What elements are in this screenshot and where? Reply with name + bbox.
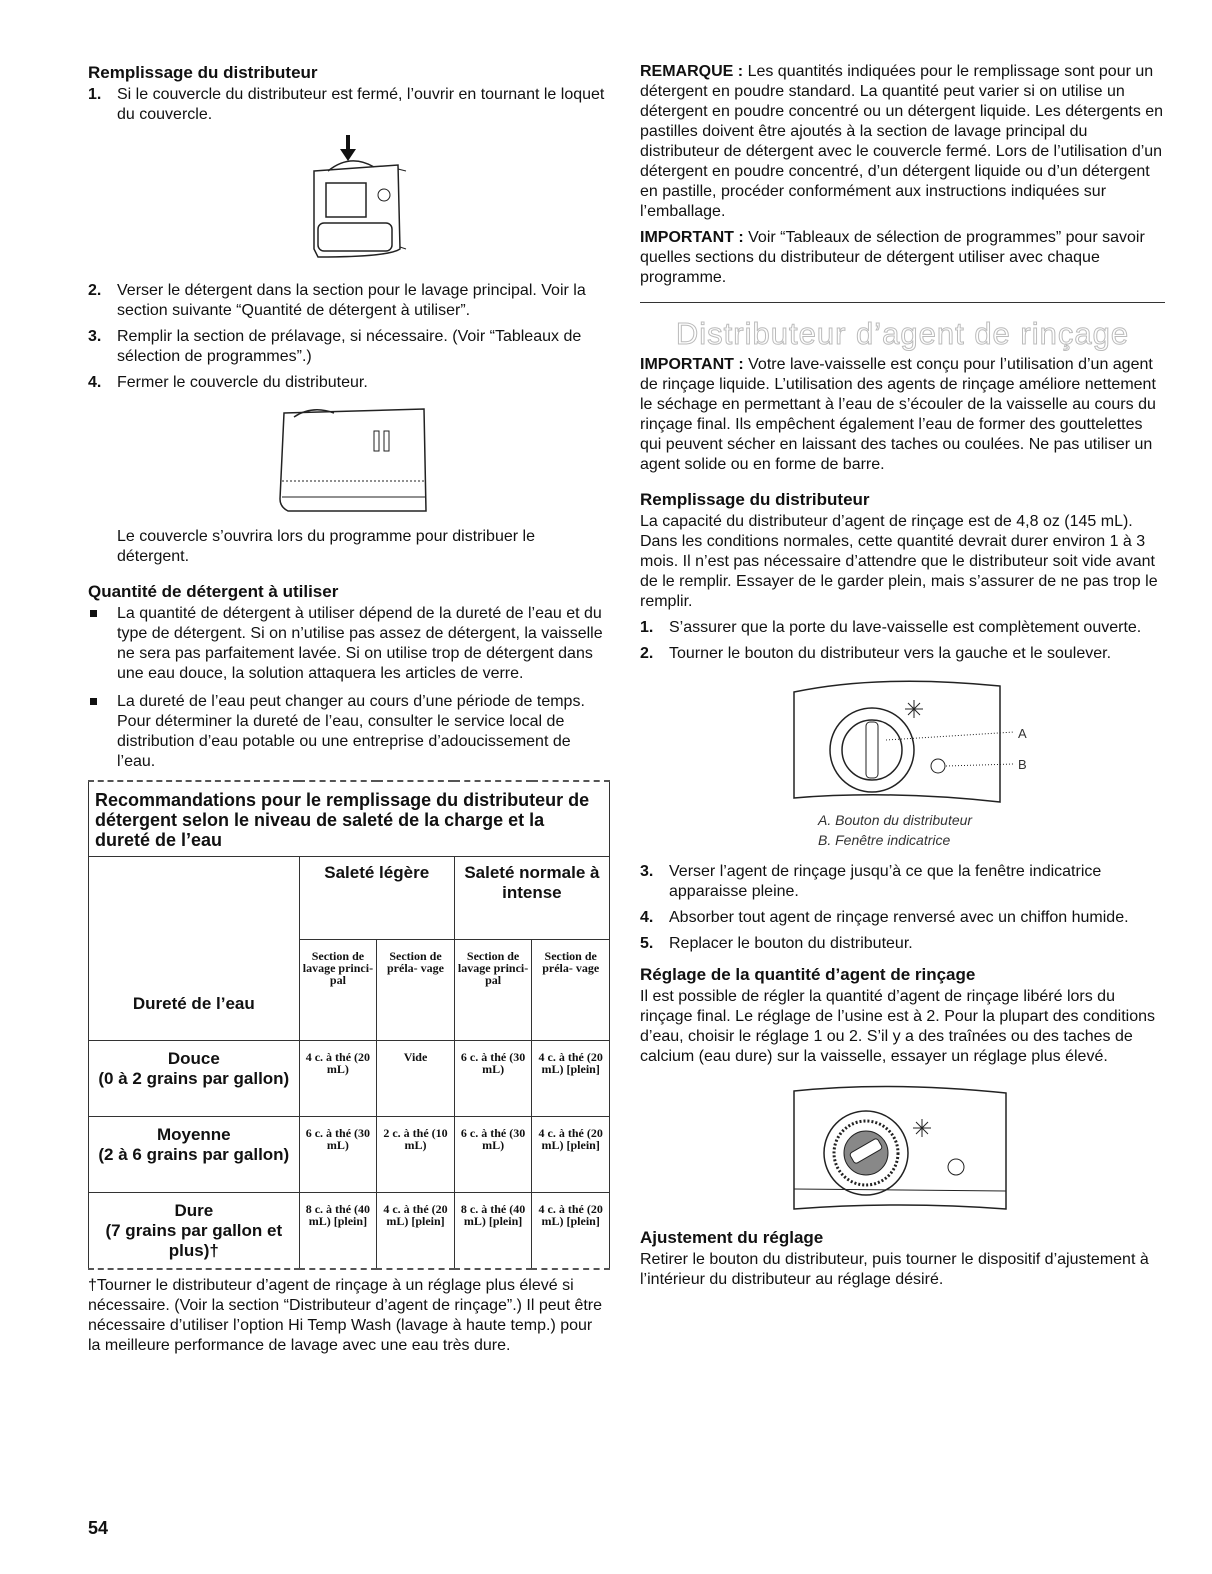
left-column <box>88 62 608 1356</box>
detergent-dispenser-figure <box>88 131 608 273</box>
adjust-dial-figure <box>640 1079 1165 1219</box>
setting-heading: Ajustement du réglage <box>640 1228 824 1247</box>
list-item: 4. Absorber tout agent de rinçage renversé avec un chiffon humide. <box>640 909 1129 926</box>
table-row: Douce (0 à 2 grains par gallon) 4 c. à thé (20 mL) Vide 6 c. à thé (30 mL) 4 c. à thé (20 mL) [plein] <box>89 1041 610 1117</box>
important-paragraph-1: IMPORTANT : Voir “Tableaux de sélection de programmes” pour savoir quelles sections du distributeur de détergent utiliser avec chaque programme. <box>640 229 1145 286</box>
adjust-heading: Réglage de la quantité d’agent de rinçage <box>640 965 976 984</box>
page-number: 54 <box>88 1518 109 1538</box>
setting-text: Retirer le bouton du distributeur, puis tourner le dispositif d’ajustement à l’intérieur du distributeur au réglage désiré. <box>640 1251 1149 1288</box>
list-item: 4. Fermer le couvercle du distributeur. <box>88 374 368 391</box>
main-wash-header: Section de lavage princi- pal <box>299 940 377 1041</box>
rinse-dispenser-figure <box>640 670 1165 806</box>
prewash-header: Section de préla- vage <box>377 940 455 1041</box>
table-row: Dure (7 grains par gallon et plus)† 8 c. à thé (40 mL) [plein] 4 c. à thé (20 mL) [plein] 8 c. à thé (40 mL) [plein] 4 c. à thé (20 mL) [plein] <box>89 1193 610 1270</box>
rinse-steps-1 <box>640 618 1165 664</box>
important-paragraph-2: IMPORTANT : Votre lave-vaisselle est conçu pour l’utilisation d’un agent de rinçage liquide. L’utilisation des agents de rinçage améliore nettement le séchage en permettant à l’eau de s’écouler de la vaisselle au cours du rinçage final. Ils empêchent également l’eau de former des gouttelettes qui peuvent sécher en laissant des taches ou coulées. Ne pas utiliser un agent solide ou en forme de barre. <box>640 356 1156 473</box>
right-column <box>640 62 1165 1290</box>
caption-b: B. Fenêtre indicatrice <box>818 832 951 848</box>
normal-soil-header: Saleté normale à intense <box>454 857 609 940</box>
adjust-text: Il est possible de régler la quantité d’agent de rinçage libéré lors du rinçage final. Le réglage de l’usine est à 2. Pour la plupart des conditions d’eau, choisir le réglage 1 ou 2. S’il y a des traînées ou des taches de calcium (eau dure) sur la vaisselle, essayer un réglage plus élevé. <box>640 988 1155 1065</box>
fill-heading: Remplissage du distributeur <box>88 63 318 82</box>
figure-label-a: A <box>1018 726 1027 741</box>
water-hardness-header: Dureté de l’eau <box>89 857 300 1041</box>
rinse-fill-heading: Remplissage du distributeur <box>640 490 870 509</box>
closed-lid-figure <box>88 399 608 515</box>
list-item: La dureté de l’eau peut changer au cours d’une période de temps. Pour déterminer la dureté de l’eau, consulter le service local de distribution d’eau potable ou une entreprise d’adoucissement de l’eau. <box>88 692 608 772</box>
section-title: Distributeur d’agent de rinçage <box>675 316 1130 351</box>
bullet-list <box>88 604 608 772</box>
list-item: La quantité de détergent à utiliser dépend de la dureté de l’eau et du type de détergent. Si on n’utilise pas assez de détergent, la vaisselle ne sera pas parfaitement lavée. Si on utilise trop de détergent dans une eau douce, la solution attaquera les articles de verre. <box>88 604 608 684</box>
list-item: 3. Verser l’agent de rinçage jusqu’à ce que la fenêtre indicatrice apparaisse pleine. <box>640 863 1102 900</box>
list-item: 2. Verser le détergent dans la section pour le lavage principal. Voir la section suivante “Quantité de détergent à utiliser”. <box>88 282 586 319</box>
list-item: 2. Tourner le bouton du distributeur vers la gauche et le soulever. <box>640 645 1112 662</box>
list-item: 3. Remplir la section de prélavage, si nécessaire. (Voir “Tableaux de sélection de programmes”.) <box>88 328 582 365</box>
lid-note: Le couvercle s’ouvrira lors du programme pour distribuer le détergent. <box>117 528 535 565</box>
steps-list-1 <box>88 85 608 125</box>
steps-list-2 <box>88 281 608 393</box>
figure-label-b: B <box>1018 757 1027 772</box>
main-wash-header: Section de lavage princi- pal <box>454 940 532 1041</box>
prewash-header: Section de préla- vage <box>532 940 610 1041</box>
rinse-steps-2 <box>640 862 1165 954</box>
list-item: 5. Replacer le bouton du distributeur. <box>640 935 913 952</box>
list-item: 1. S’assurer que la porte du lave-vaisselle est complètement ouverte. <box>640 619 1142 636</box>
footnote: †Tourner le distributeur d’agent de rinçage à un réglage plus élevé si nécessaire. (Voir la section “Distributeur d’agent de rinçage”.) Il peut être nécessaire d’utiliser l’option Hi Temp Wash (lavage à haute temp.) pour la meilleure performance de lavage avec une eau très dure. <box>88 1277 603 1354</box>
recommendation-table <box>88 780 610 1270</box>
remark-paragraph: REMARQUE : Les quantités indiquées pour le remplissage sont pour un détergent en poudre standard. La quantité peut varier si on utilise un détergent en poudre concentré ou un détergent liquide. Les détergents en pastilles doivent être ajoutés à la section de lavage principal du distributeur de détergent avec le couvercle fermé. Lors de l’utilisation d’un détergent en poudre concentré, d’un détergent liquide ou d’un détergent en pastille, procéder conformément aux instructions indiquées sur l’emballage. <box>640 63 1164 220</box>
rinse-fill-text: La capacité du distributeur d’agent de rinçage est de 4,8 oz (145 mL). Dans les conditions normales, cette quantité devrait durer environ 1 à 3 mois. Il n’est pas nécessaire d’attendre que le distributeur soit vide avant de le remplir. Essayer de le garder plein, mais s’assurer de ne pas trop le remplir. <box>640 513 1158 610</box>
list-item: 1. Si le couvercle du distributeur est fermé, l’ouvrir en tournant le loquet du couvercle. <box>88 86 605 123</box>
quantity-heading: Quantité de détergent à utiliser <box>88 582 339 601</box>
section-divider <box>640 302 1165 303</box>
table-title: Recommandations pour le remplissage du distributeur de détergent selon le niveau de saleté de la charge et la dureté de l’eau <box>89 781 610 857</box>
light-soil-header: Saleté légère <box>299 857 454 940</box>
caption-a: A. Bouton du distributeur <box>818 812 973 828</box>
table-row: Moyenne (2 à 6 grains par gallon) 6 c. à thé (30 mL) 2 c. à thé (10 mL) 6 c. à thé (30 mL) 4 c. à thé (20 mL) [plein] <box>89 1117 610 1193</box>
